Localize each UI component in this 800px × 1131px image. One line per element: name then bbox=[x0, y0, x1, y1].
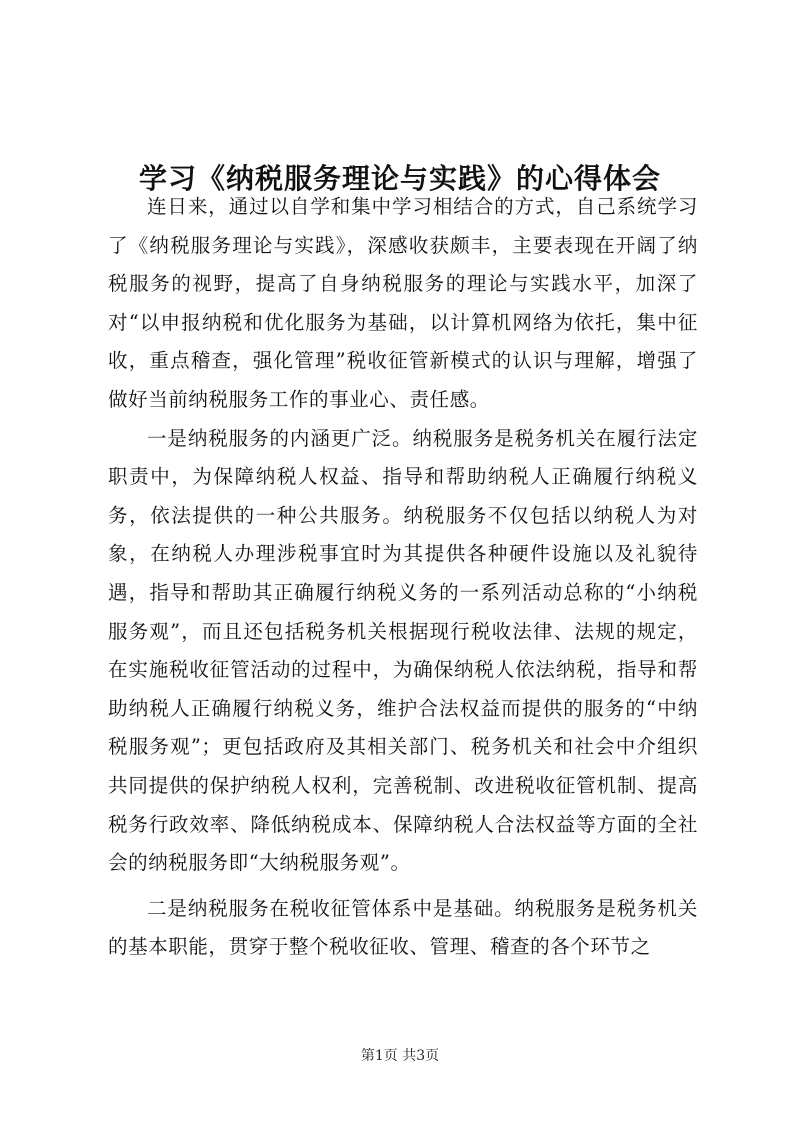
document-title: 学习《纳税服务理论与实践》的心得体会 bbox=[138, 161, 661, 195]
paragraph-intro: 连日来，通过以自学和集中学习相结合的方式，自己系统学习了《纳税服务理论与实践》，深感收获颇丰，主要表现在开阔了纳税服务的视野，提高了自身纳税服务的理论与实践水平，加深了对“以申报纳税和优化服务为基础，以计算机网络为依托，集中征收，重点稽查，强化管理”税收征管新模式的认识与理解，增强了做好当前纳税服务工作的事业心、责任感。 bbox=[108, 195, 698, 411]
page-number-footer: 第1页 共3页 bbox=[360, 1048, 440, 1064]
paragraph-point-one: 一是纳税服务的内涵更广泛。纳税服务是税务机关在履行法定职责中，为保障纳税人权益、指导和帮助纳税人正确履行纳税义务，依法提供的一种公共服务。纳税服务不仅包括以纳税人为对象，在纳税人办理涉税事宜时为其提供各种硬件设施以及礼貌待遇，指导和帮助其正确履行纳税义务的一系列活动总称的“小纳税服务观”，而且还包括税务机关根据现行税收法律、法规的规定，在实施税收征管活动的过程中，为确保纳税人依法纳税，指导和帮助纳税人正确履行纳税义务，维护合法权益而提供的服务的“中纳税服务观”；更包括政府及其相关部门、税务机关和社会中介组织共同提供的保护纳税人权利，完善税制、改进税收征管机制、提高税务行政效率、降低纳税成本、保障纳税人合法权益等方面的全社会的纳税服务即“大纳税服务观”。 bbox=[108, 426, 698, 875]
paragraph-point-two: 二是纳税服务在税收征管体系中是基础。纳税服务是税务机关的基本职能，贯穿于整个税收征收、管理、稽查的各个环节之 bbox=[108, 896, 698, 959]
document-body bbox=[108, 188, 698, 967]
